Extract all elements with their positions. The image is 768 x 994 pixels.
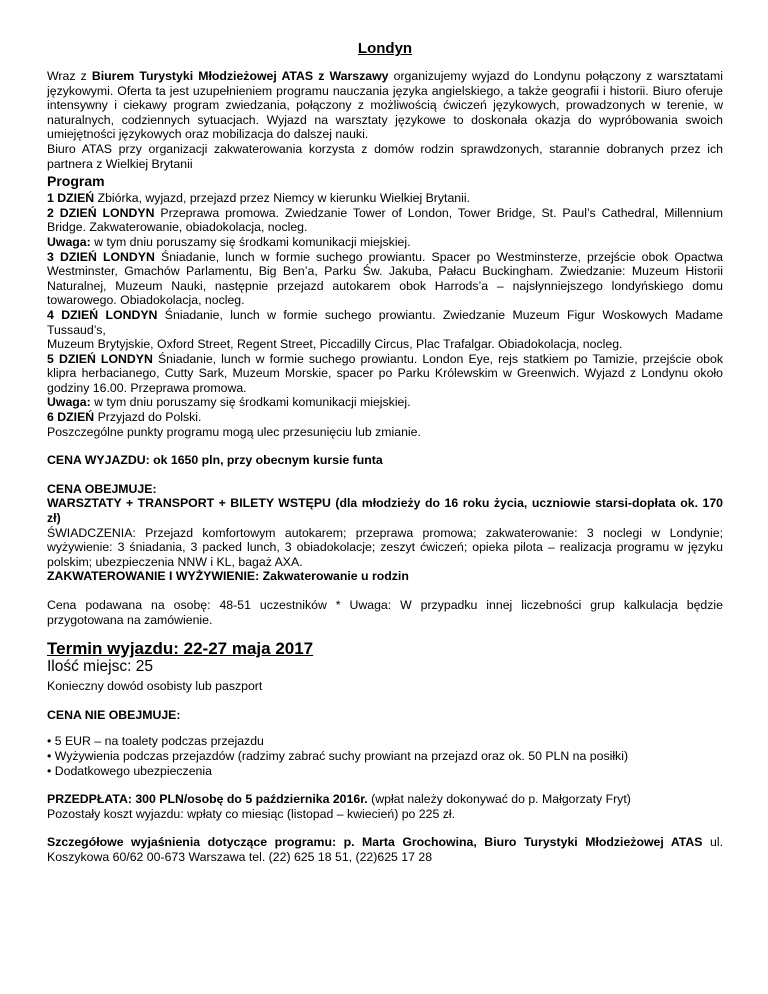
prepayment [47,792,723,807]
page-title: Londyn [357,40,413,57]
day-text: Zbiórka, wyjazd, przejazd przez Niemcy w kierunku Wielkiej Brytanii. [94,191,471,206]
program-change-note: Poszczególne punkty programu mogą ulec przesunięciu lub zmianie. [47,424,421,439]
note-label: Uwaga: [47,395,91,410]
seats-count: Ilość miejsc: 25 [47,658,153,676]
id-document-note: Konieczny dowód osobisty lub paszport [47,679,263,694]
day-label: 4 DZIEŃ LONDYN [47,307,158,322]
program-day-3 [47,250,723,308]
prepayment-amount: PRZEDPŁATA: 300 PLN/osobę do 5 października 2016r. [47,792,368,807]
program-day-4-cont: Muzeum Brytyjskie, Oxford Street, Regent Street, Piccadilly Circus, Plac Trafalgar. Obiadokolacja, nocleg. [47,337,623,352]
note-label: Uwaga: [47,234,91,249]
contact-info [47,835,723,864]
program-note-2 [47,395,723,410]
excludes-heading: CENA NIE OBEJMUJE: [47,707,181,722]
day-label: 2 DZIEŃ LONDYN [47,205,155,220]
includes-line: WARSZTATY + TRANSPORT + BILETY WSTĘPU (dla młodzieży do 16 roku życia, uczniowie starsi-dopłata ok. 170 zł) [47,496,723,526]
includes-services: ŚWIADCZENIA: Przejazd komfortowym autokarem; przeprawa promowa; zakwaterowanie: 3 noclegi w Londynie; wyżywienie: 3 śniadania, 3 packed lunch, 3 obiadokolacje; zeszyt ćwiczeń; opieka pilota – realizacja programu w języku polskim; ubezpieczenia NNW i KL, bagaż AXA. [47,525,723,569]
program-note-1 [47,235,723,250]
day-text: Śniadanie, lunch w formie suchego prowiantu. London Eye, rejs statkiem po Tamizie, przejście obok klipra herbacianego, Cutty Sark, Muzeum Morskie, spacer po Parku Królewskim w Greenwich. Wyjazd z Londynu około godziny 16.00. Przeprawa promowa. [47,351,724,395]
document-page [47,40,723,865]
excludes-item: • Wyżywienia podczas przejazdów (radzimy zabrać suchy prowiant na przejazd oraz ok. 50 PLN na posiłki) [47,748,629,763]
contact-person: Szczegółowe wyjaśnienia dotyczące programu: p. Marta Grochowina, Biuro Turystyki Młodzieżowej ATAS [47,835,703,850]
program-day-1 [47,191,723,206]
program-heading: Program [47,173,105,190]
intro-pre: Wraz z [47,69,92,83]
contact-address: ul. Koszykowa 60/62 00-673 Warszawa tel. (22) 625 18 51, (22)625 17 28 [47,835,723,864]
program-day-5 [47,352,723,396]
program-day-4 [47,308,723,337]
price-note: Cena podawana na osobę: 48-51 uczestników * Uwaga: W przypadku innej liczebności grup kalkulacja będzie przygotowana na zamówienie. [47,598,723,627]
note-text: w tym dniu poruszamy się środkami komunikacji miejskiej. [90,234,411,249]
day-label: 6 DZIEŃ [47,410,95,425]
prepayment-note: (wpłat należy dokonywać do p. Małgorzaty Fryt) [367,792,631,807]
term-heading: Termin wyjazdu: 22-27 maja 2017 [47,639,314,659]
day-text: Śniadanie, lunch w formie suchego prowiantu. Zwiedzanie Muzeum Figur Woskowych Madame Tussaud’s, [47,307,724,337]
note-text: w tym dniu poruszamy się środkami komunikacji miejskiej. [90,395,411,410]
program-day-2 [47,206,723,235]
intro-accommodation: Biuro ATAS przy organizacji zakwaterowania korzysta z domów rodzin sprawdzonych, starannie dobranych przez ich partnera z Wielkiej Brytanii [47,141,723,171]
excludes-item: • Dodatkowego ubezpieczenia [47,763,212,778]
day-label: 5 DZIEŃ LONDYN [47,351,153,366]
price-line: CENA WYJAZDU: ok 1650 pln, przy obecnym kursie funta [47,453,383,468]
program-day-6 [47,410,723,425]
day-text: Śniadanie, lunch w formie suchego prowiantu. Spacer po Westminsterze, przejście obok Opactwa Westminster, Gmachów Parlamentu, Big Ben’a, Parku Św. Jakuba, Pałacu Buckingham. Zwiedzanie: Muzeum Historii Naturalnej, Muzeum Nauki, następnie przejazd autokarem obok Harrods’a – najsłynniejszego londyńskiego domu towarowego. Obiadokolacja, nocleg. [47,249,723,308]
excludes-item: • 5 EUR – na toalety podczas przejazdu [47,734,264,749]
day-text: Przeprawa promowa. Zwiedzanie Tower of London, Tower Bridge, St. Paul’s Cathedral, Millennium Bridge. Zakwaterowanie, obiadokolacja, nocleg. [47,205,723,235]
includes-heading: CENA OBEJMUJE: [47,481,157,496]
day-label: 1 DZIEŃ [47,191,95,206]
intro-text: organizujemy wyjazd do Londynu połączony z warsztatami językowymi. Oferta ta jest uzupełnieniem programu nauczania języka angielskiego, a także geografii i historii. Biuro oferuje intensywny i ciekawy program zwiedzania, połączony z możliwością ćwiczeń językowych, prowadzonych w terenie, w naturalnych, codziennych sytuacjach. Wyjazd na warsztaty językowe to doskonała okazja do wypróbowania swoich umiejętności językowych oraz mobilizacja do dalszej nauki. [47,69,723,142]
intro-organizer: Biurem Turystyki Młodzieżowej ATAS z Warszawy [91,69,389,83]
intro-paragraph [47,69,723,142]
includes-accommodation: ZAKWATEROWANIE I WYŻYWIENIE: Zakwaterowanie u rodzin [47,569,409,584]
remaining-cost: Pozostały koszt wyjazdu: wpłaty co miesiąc (listopad – kwiecień) po 225 zł. [47,806,456,821]
day-text: Przyjazd do Polski. [94,410,202,425]
day-label: 3 DZIEŃ LONDYN [47,249,155,264]
